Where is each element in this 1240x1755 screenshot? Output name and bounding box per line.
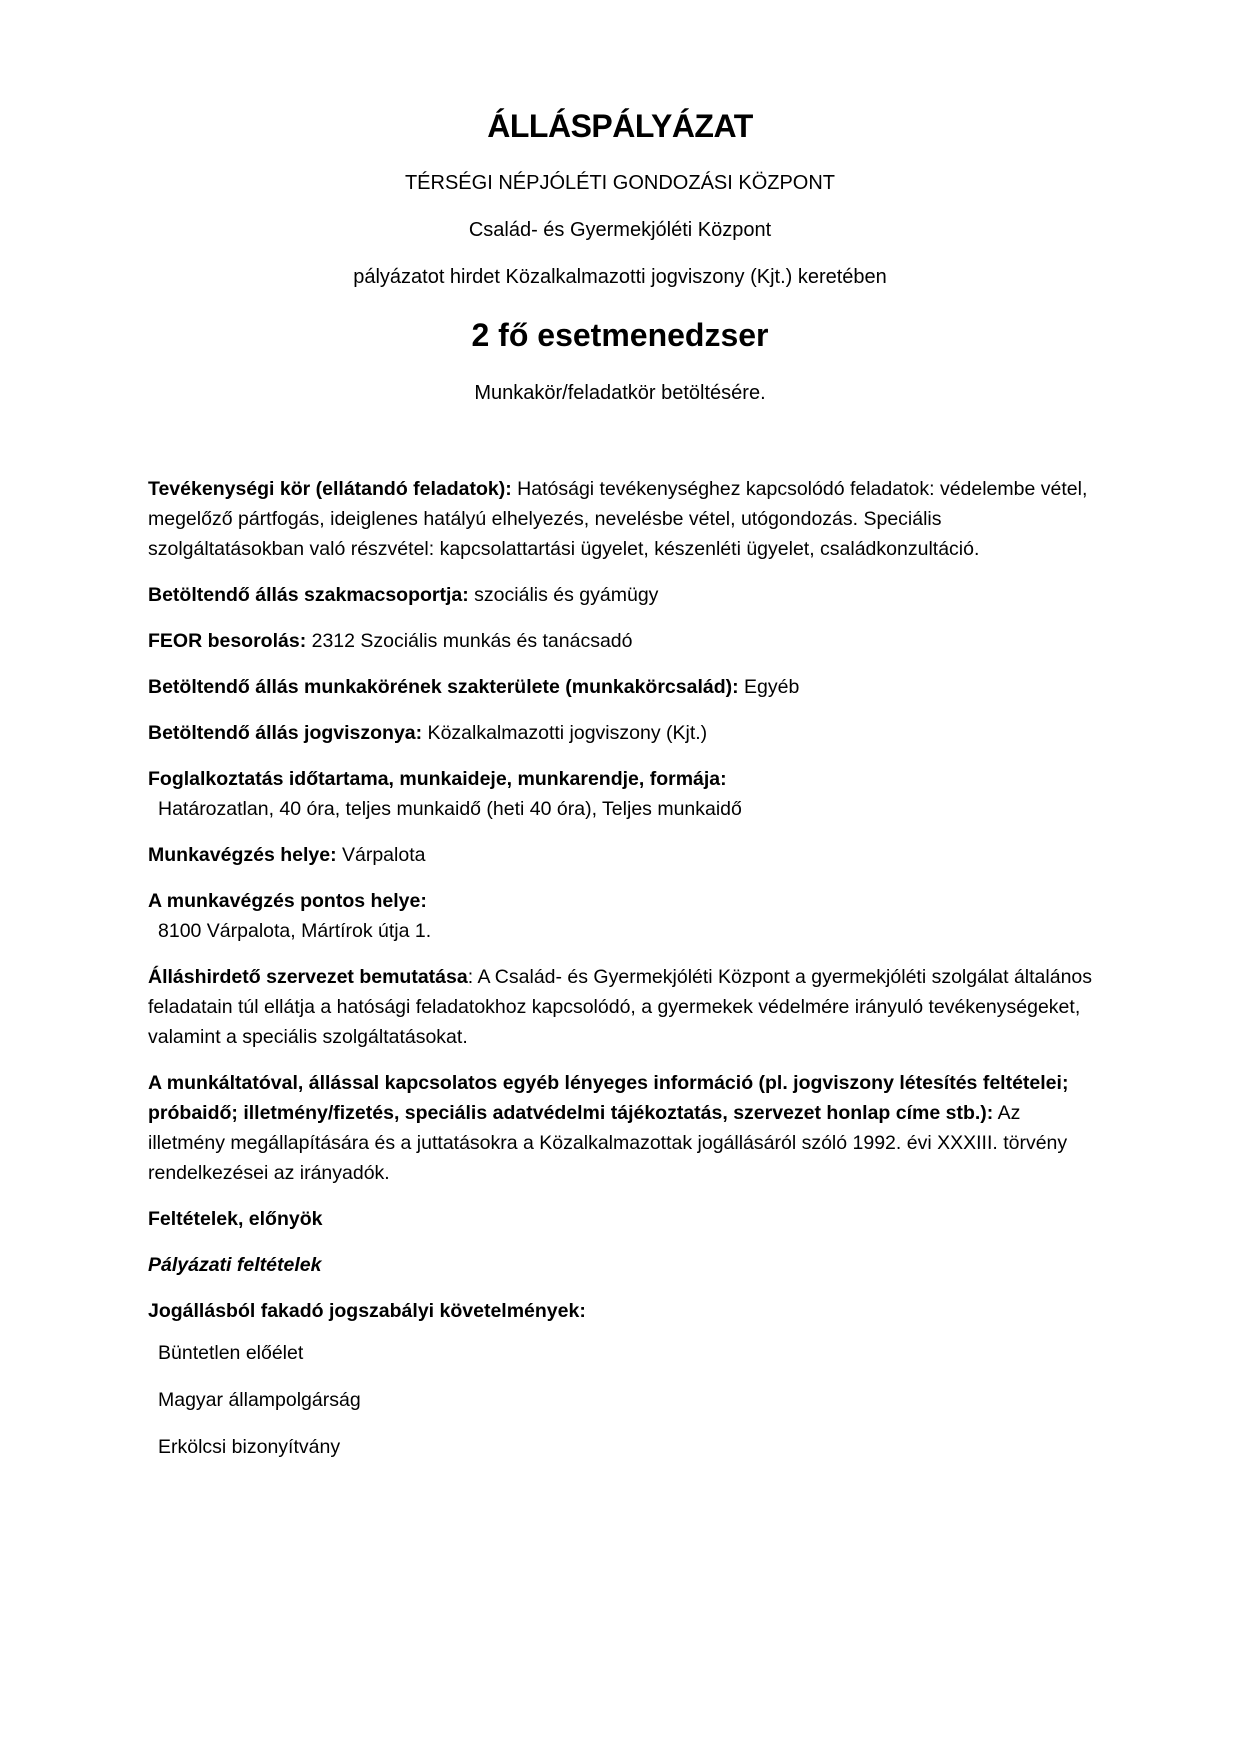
document-body xyxy=(148,474,1098,1479)
unit-name: Család- és Gyermekjóléti Központ xyxy=(468,219,772,241)
feor-value: 2312 Szociális munkás és tanácsadó xyxy=(306,630,633,652)
organization-name: TÉRSÉGI NÉPJÓLÉTI GONDOZÁSI KÖZPONT xyxy=(404,172,836,194)
page-title: ÁLLÁSPÁLYÁZAT xyxy=(487,108,753,144)
requirement-item: Magyar állampolgárság xyxy=(158,1389,361,1411)
other-info-label: A munkáltatóval, állással kapcsolatos egyéb lényeges információ (pl. jogviszony létesítés feltételei; próbaidő; illetmény/fizetés, speciális adatvédelmi tájékoztatás, szervezet honlap címe stb.): xyxy=(148,1072,1069,1124)
conditions-heading: Feltételek, előnyök xyxy=(148,1208,323,1230)
requirement-item: Erkölcsi bizonyítvány xyxy=(158,1436,341,1458)
announcement-line: pályázatot hirdet Közalkalmazotti jogviszony (Kjt.) keretében xyxy=(353,266,887,288)
sector-label: Betöltendő állás szakmacsoportja: xyxy=(148,584,469,606)
activity-label: Tevékenységi kör (ellátandó feladatok): xyxy=(148,478,512,500)
legal-requirements-label: Jogállásból fakadó jogszabályi követelmények: xyxy=(148,1300,586,1322)
activity-value: Hatósági tevékenységhez kapcsolódó feladatok: védelembe vétel, megelőző pártfogás, ideiglenes hatályú elhelyezés, nevelésbe vétel, utógondozás. Speciális szolgáltatásokban való részvétel: kapcsolattartási ügyelet, készenléti ügyelet, családkonzultáció. xyxy=(148,478,1088,560)
job-family-label: Betöltendő állás munkakörének szakterülete (munkakörcsalád): xyxy=(148,676,739,698)
employment-type-value: Közalkalmazotti jogviszony (Kjt.) xyxy=(422,722,708,744)
other-info-field xyxy=(148,1068,1098,1188)
organization-intro-field xyxy=(148,962,1098,1052)
requirements-list xyxy=(148,1338,1098,1462)
job-family-value: Egyéb xyxy=(738,676,800,698)
feor-label: FEOR besorolás: xyxy=(148,630,307,652)
organization-intro-label: Álláshirdető szervezet bemutatása xyxy=(148,966,468,988)
requirement-item: Büntetlen előélet xyxy=(158,1342,304,1364)
other-info-value: Az illetmény megállapítására és a juttatásokra a Közalkalmazottak jogállásáról szóló 1992. évi XXXIII. törvény rendelkezései az irányadók. xyxy=(148,1102,1068,1184)
exact-location-field xyxy=(148,886,1098,946)
position-title: 2 fő esetmenedzser xyxy=(471,317,769,353)
exact-location-label: A munkavégzés pontos helye: xyxy=(148,890,427,912)
activity-field xyxy=(148,474,1098,564)
employment-type-label: Betöltendő állás jogviszonya: xyxy=(148,722,423,744)
feor-field xyxy=(148,626,1098,656)
duration-label: Foglalkoztatás időtartama, munkaideje, munkarendje, formája: xyxy=(148,768,727,790)
duration-field xyxy=(148,764,1098,824)
organization-intro-value: : A Család- és Gyermekjóléti Központ a gyermekjóléti szolgálat általános feladatain túl ellátja a hatósági feladatokhoz kapcsolódó, a gyermekek védelmére irányuló tevékenységeket, valamint a speciális szolgáltatásokat. xyxy=(148,966,1093,1048)
exact-location-value: 8100 Várpalota, Mártírok útja 1. xyxy=(158,920,432,942)
sector-value: szociális és gyámügy xyxy=(468,584,659,606)
conditions-subheading: Pályázati feltételek xyxy=(148,1254,322,1276)
job-family-field xyxy=(148,672,1098,702)
employment-type-field xyxy=(148,718,1098,748)
sector-field xyxy=(148,580,1098,610)
duration-value: Határozatlan, 40 óra, teljes munkaidő (heti 40 óra), Teljes munkaidő xyxy=(158,798,742,820)
location-label: Munkavégzés helye: xyxy=(148,844,337,866)
location-field xyxy=(148,840,1098,870)
purpose-line: Munkakör/feladatkör betöltésére. xyxy=(474,382,766,404)
location-value: Várpalota xyxy=(336,844,426,866)
